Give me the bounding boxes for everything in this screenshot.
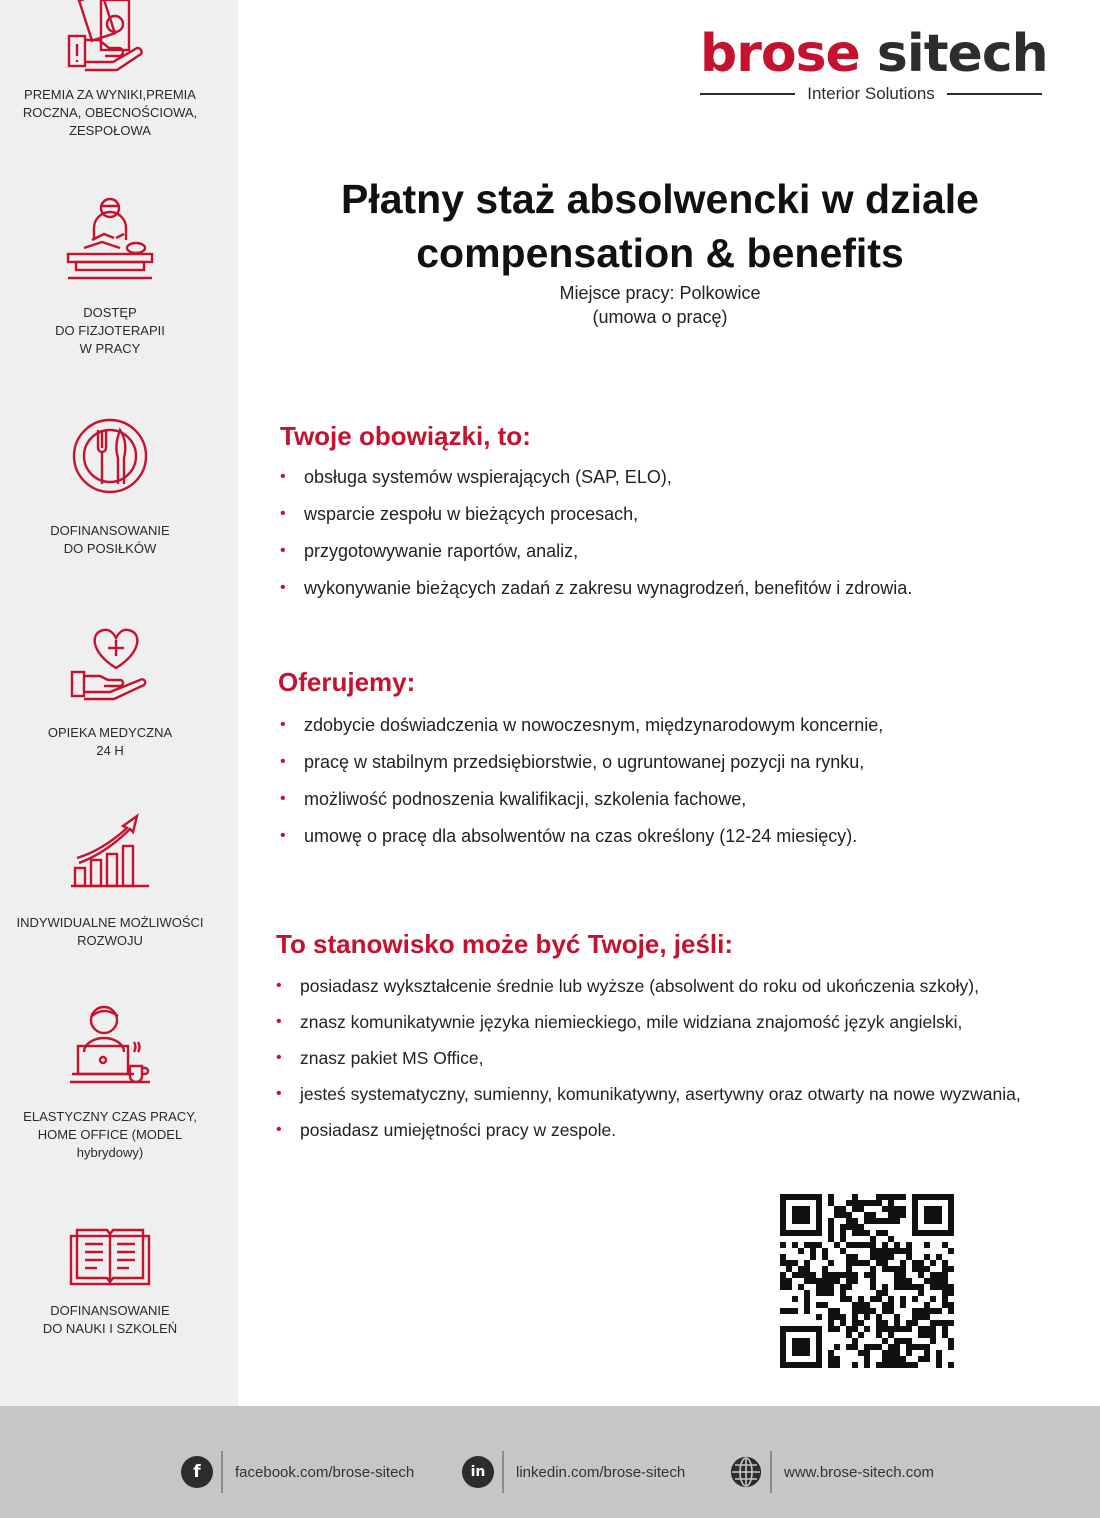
list-item: • jesteś systematyczny, sumienny, komunikatywny, asertywny oraz otwarty na nowe wyzwania, xyxy=(276,1083,1021,1119)
requirements-heading: To stanowisko może być Twoje, jeśli: xyxy=(276,929,734,959)
list-item: • znasz pakiet MS Office, xyxy=(276,1047,1021,1083)
list-item: • posiadasz umiejętności pracy w zespole. xyxy=(276,1119,1021,1155)
facebook-link[interactable]: f facebook.com/brose-sitech xyxy=(181,1456,414,1488)
benefit-medical xyxy=(0,626,220,760)
plate-cutlery-icon xyxy=(70,416,150,496)
divider xyxy=(700,93,795,95)
contract-type: (umowa o pracę) xyxy=(592,307,728,327)
benefit-education xyxy=(0,1228,220,1338)
benefit-label: OPIEKA MEDYCZNA 24 H xyxy=(47,725,173,758)
divider xyxy=(770,1451,772,1493)
list-item: • wsparcie zespołu w bieżących procesach, xyxy=(280,503,912,540)
benefit-development xyxy=(0,812,220,950)
divider xyxy=(221,1451,223,1493)
requirements-list xyxy=(276,975,1021,1155)
benefit-flexible xyxy=(0,1002,220,1162)
growth-chart-icon xyxy=(69,812,151,890)
list-item: • wykonywanie bieżących zadań z zakresu wynagrodzeń, benefitów i zdrowia. xyxy=(280,577,912,614)
physiotherapy-icon xyxy=(64,196,156,282)
benefit-bonus xyxy=(0,0,220,140)
list-item: • znasz komunikatywnie języka niemieckiego, mile widziana znajomość język angielski, xyxy=(276,1011,1021,1047)
benefit-label: ELASTYCZNY CZAS PRACY, HOME OFFICE (MODEL hybrydowy) xyxy=(23,1109,197,1160)
benefit-physiotherapy xyxy=(0,196,220,358)
heart-hand-icon xyxy=(68,626,152,702)
duties-heading: Twoje obowiązki, to: xyxy=(280,421,531,451)
offer-list xyxy=(280,714,883,862)
benefit-label: DOFINANSOWANIE DO NAUKI I SZKOLEŃ xyxy=(42,1303,178,1336)
linkedin-icon: in xyxy=(462,1456,494,1488)
list-item: • możliwość podnoszenia kwalifikacji, szkolenia fachowe, xyxy=(280,788,883,825)
open-book-icon xyxy=(69,1228,151,1288)
benefit-label: DOFINANSOWANIE DO POSIŁKÓW xyxy=(50,523,170,556)
divider xyxy=(502,1451,504,1493)
divider xyxy=(947,93,1042,95)
list-item: • posiadasz wykształcenie średnie lub wyższe (absolwent do roku od ukończenia szkoły), xyxy=(276,975,1021,1011)
logo-wordmark: brose sitech xyxy=(700,24,1048,84)
list-item: • pracę w stabilnym przedsiębiorstwie, o ugruntowanej pozycji na rynku, xyxy=(280,751,883,788)
benefit-label: DOSTĘP DO FIZJOTERAPII W PRACY xyxy=(55,305,165,356)
website-link[interactable]: www.brose-sitech.com xyxy=(730,1456,934,1488)
list-item: • przygotowywanie raportów, analiz, xyxy=(280,540,912,577)
list-item: • obsługa systemów wspierających (SAP, ELO), xyxy=(280,466,912,503)
money-hand-icon xyxy=(65,0,155,76)
list-item: • umowę o pracę dla absolwentów na czas określony (12-24 miesięcy). xyxy=(280,825,883,862)
linkedin-link[interactable]: in linkedin.com/brose-sitech xyxy=(462,1456,685,1488)
job-title: Płatny staż absolwencki w dziale compensation & benefits xyxy=(340,176,979,276)
job-location: Miejsce pracy: Polkowice xyxy=(559,283,761,303)
list-item: • zdobycie doświadczenia w nowoczesnym, międzynarodowym koncernie, xyxy=(280,714,883,751)
benefits-sidebar xyxy=(0,0,238,1406)
laptop-person-icon xyxy=(68,1002,152,1088)
facebook-icon: f xyxy=(181,1456,213,1488)
offer-heading: Oferujemy: xyxy=(278,667,416,697)
logo-tagline: Interior Solutions xyxy=(700,84,1042,104)
benefit-label: INDYWIDUALNE MOŻLIWOŚCI ROZWOJU xyxy=(16,915,204,948)
duties-list xyxy=(280,466,912,614)
benefit-label: PREMIA ZA WYNIKI,PREMIA ROCZNA, OBECNOŚCIOWA, ZESPOŁOWA xyxy=(22,87,198,138)
globe-icon xyxy=(730,1456,762,1488)
brose-sitech-logo xyxy=(700,24,1048,104)
benefit-meals xyxy=(0,416,220,558)
qr-code[interactable] xyxy=(780,1194,954,1368)
